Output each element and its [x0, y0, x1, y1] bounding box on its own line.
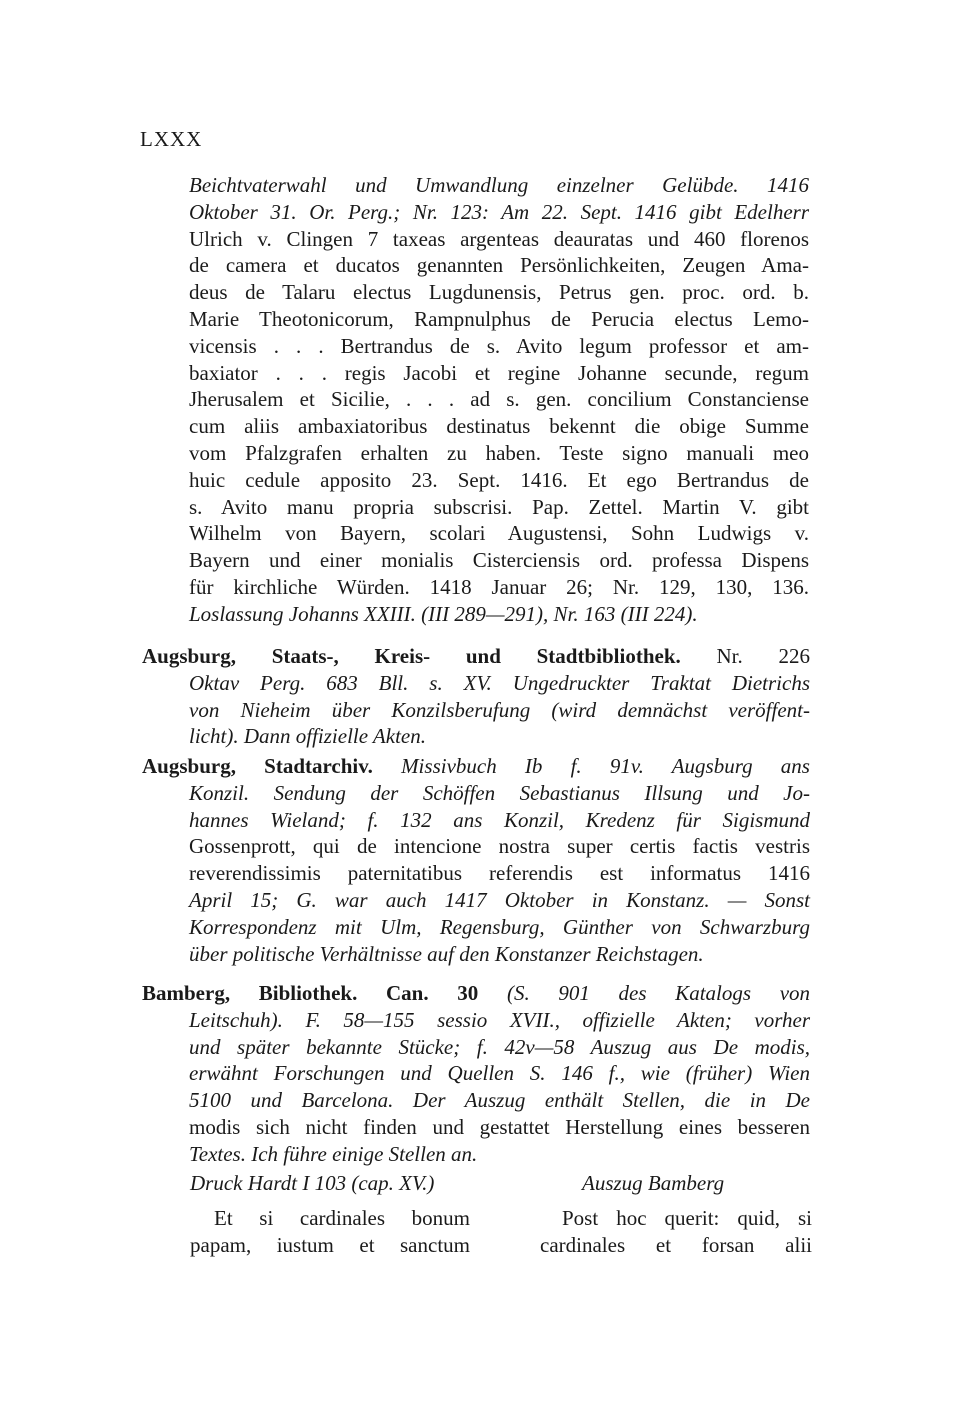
- entry-bamberg: [142, 980, 810, 1168]
- right-column-header: Auszug Bamberg: [582, 1171, 725, 1195]
- text-line: Missivbuch Ib f. 91v. Augsburg ans: [401, 754, 810, 778]
- left-column-header: Druck Hardt I 103 (cap. XV.): [190, 1171, 435, 1195]
- text-line: erwähnt Forschungen und Quellen S. 146 f., wie (früher) Wien: [189, 1061, 810, 1086]
- text-line: Korrespondenz mit Ulm, Regensburg, Günther von Schwarzburg: [189, 914, 810, 939]
- page-number: LXXX: [140, 127, 203, 151]
- text-line: Oktober 31. Or. Perg.; Nr. 123: Am 22. Sept. 1416 gibt Edelherr: [189, 199, 809, 224]
- right-column-line: Post hoc querit: quid, si: [562, 1205, 812, 1230]
- text-line: deus de Talaru electus Lugdunensis, Petrus gen. proc. ord. b.: [189, 280, 809, 305]
- text-line: Beichtvaterwahl und Umwandlung einzelner Gelübde. 1416: [189, 173, 809, 197]
- text-line: April 15; G. war auch 1417 Oktober in Konstanz. — Sonst: [189, 887, 810, 912]
- text-line: hannes Wieland; f. 132 ans Konzil, Kredenz für Sigismund: [189, 807, 810, 832]
- entry-continuation: [189, 172, 809, 628]
- text-line: von Nieheim über Konzilsberufung (wird demnächst veröffent-: [189, 697, 810, 722]
- text-line: cum aliis ambaxiatoribus destinatus bekennt die obige Summe: [189, 414, 809, 439]
- entry-augsburg-staatsbibliothek: [142, 643, 810, 750]
- comparison-left-column: [190, 1170, 470, 1258]
- text-line: Jherusalem et Sicilie, . . . ad s. gen. concilium Constanciense: [189, 387, 809, 412]
- text-line: baxiator . . . regis Jacobi et regine Johanne secunde, regum: [189, 360, 809, 385]
- entry-first-line: [142, 980, 810, 1007]
- text-line: Textes. Ich führe einige Stellen an.: [189, 1141, 478, 1166]
- text-line: für kirchliche Würden. 1418 Januar 26; Nr. 129, 130, 136.: [189, 574, 809, 599]
- entry-heading: Bamberg, Bibliothek. Can. 30: [142, 981, 479, 1005]
- entry-heading: Augsburg, Staats-, Kreis- und Stadtbibliothek.: [142, 644, 681, 668]
- entry-first-line: [142, 753, 810, 780]
- text-line: Bayern und einer monialis Cisterciensis ord. professa Dispens: [189, 548, 809, 573]
- text-line: Loslassung Johanns XXIII. (III 289—291), Nr. 163 (III 224).: [189, 601, 698, 626]
- text-line: 5100 und Barcelona. Der Auszug enthält Stellen, die in De: [189, 1088, 810, 1113]
- text-line: Konzil. Sendung der Schöffen Sebastianus Illsung und Jo-: [189, 780, 810, 805]
- entry-augsburg-stadtarchiv: [142, 753, 810, 967]
- text-line: und später bekannte Stücke; f. 42v—58 Auszug aus De modis,: [189, 1034, 810, 1059]
- text-line: Oktav Perg. 683 Bll. s. XV. Ungedruckter Traktat Dietrichs: [189, 670, 810, 695]
- right-column-line: cardinales et forsan alii: [540, 1232, 812, 1257]
- text-line: Marie Theotonicorum, Rampnulphus de Perucia electus Lemo-: [189, 306, 809, 331]
- text-line: Nr. 226: [716, 644, 811, 668]
- comparison-right-column: [540, 1170, 812, 1258]
- entry-heading: Augsburg, Stadtarchiv.: [142, 754, 373, 778]
- left-column-line: Et si cardinales bonum: [214, 1205, 470, 1230]
- text-line: (S. 901 des Katalogs von: [506, 981, 811, 1005]
- text-line: reverendissimis paternitatibus referendis est informatus 1416: [189, 861, 810, 886]
- text-line: Ulrich v. Clingen 7 taxeas argenteas deauratas und 460 florenos: [189, 226, 809, 251]
- text-line: vom Pfalzgrafen erhalten zu haben. Teste signo manuali meo: [189, 440, 809, 465]
- text-line: Wilhelm von Bayern, scolari Augustensi, Sohn Ludwigs v.: [189, 521, 809, 546]
- text-line: de camera et ducatos genannten Persönlichkeiten, Zeugen Ama-: [189, 253, 809, 278]
- text-line: licht). Dann offizielle Akten.: [189, 724, 426, 749]
- text-line: s. Avito manu propria subscrisi. Pap. Zettel. Martin V. gibt: [189, 494, 809, 519]
- text-line: vicensis . . . Bertrandus de s. Avito legum professor et am-: [189, 333, 809, 358]
- text-line: Gossenprott, qui de intencione nostra super certis factis vestris: [189, 834, 810, 859]
- text-line: über politische Verhältnisse auf den Konstanzer Reichstagen.: [189, 941, 704, 966]
- entry-first-line: [142, 643, 810, 670]
- text-line: huic cedule apposito 23. Sept. 1416. Et ego Bertrandus de: [189, 467, 809, 492]
- left-column-line: papam, iustum et sanctum: [190, 1232, 470, 1257]
- text-line: Leitschuh). F. 58—155 sessio XVII., offizielle Akten; vorher: [189, 1007, 810, 1032]
- text-line: modis sich nicht finden und gestattet Herstellung eines besseren: [189, 1114, 810, 1139]
